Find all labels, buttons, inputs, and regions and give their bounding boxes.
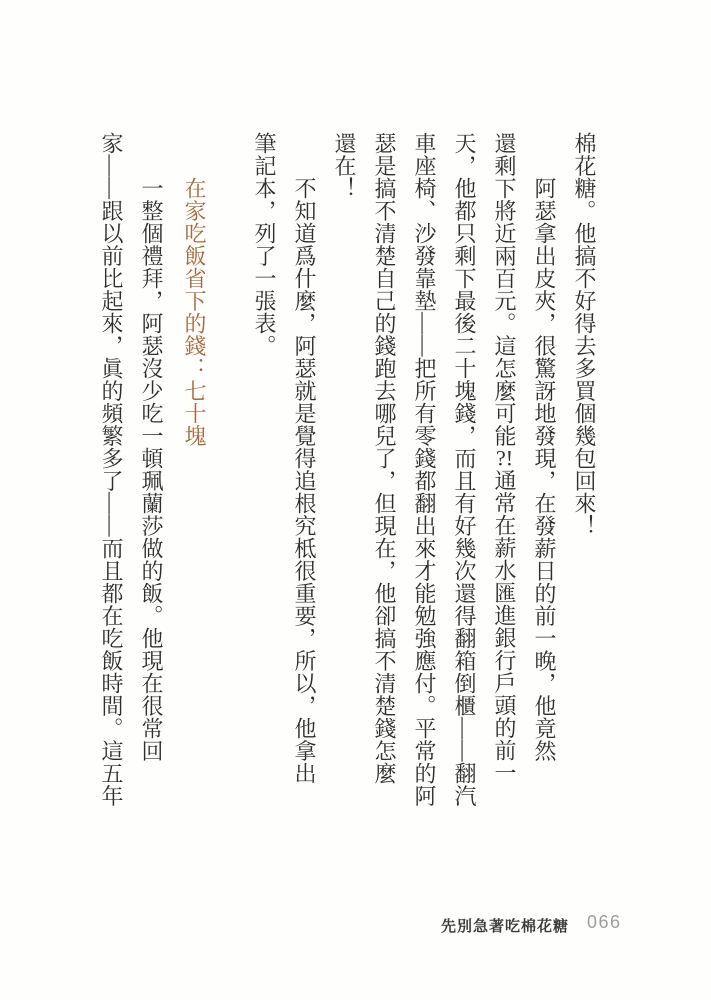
text-line: 還剩下將近兩百元。這怎麼可能?!通常在薪水匯進銀行戶頭的前一 xyxy=(492,132,517,784)
horizontal-in-vertical-punctuation: ?! xyxy=(495,447,514,469)
text-line: 棉花糖。他搞不好得去多買個幾包回來！ xyxy=(572,132,597,537)
page-number: 066 xyxy=(587,912,622,932)
text-line: 家——跟以前比起來，眞的頻繁多了——而且都在吃飯時間。這五年 xyxy=(99,132,124,807)
text-line: 瑟是搞不清楚自己的錢跑去哪兒了，但現在，他卻搞不清楚錢怎麼 xyxy=(372,132,397,785)
text-line: 還在！ xyxy=(332,132,357,200)
text-line: 天，他都只剩下最後二十塊錢，而且有好幾次還得翻箱倒櫃——翻汽 xyxy=(452,132,477,807)
text-line: 筆記本，列了一張表。 xyxy=(252,132,277,357)
page-footer xyxy=(0,910,711,950)
text-line: 阿瑟拿出皮夾，很驚訝地發現，在發薪日的前一晚，他竟然 xyxy=(532,177,557,762)
text-line: 一整個禮拜，阿瑟沒少吃一頓珮蘭莎做的飯。他現在很常回 xyxy=(139,177,164,762)
main-text xyxy=(91,132,604,807)
text-line: 車座椅、沙發靠墊——把所有零錢都翻出來才能勉強應付。平常的阿 xyxy=(412,132,437,807)
text-line: 不知道爲什麼，阿瑟就是覺得追根究柢很重要，所以，他拿出 xyxy=(292,177,317,785)
section-heading: 在家吃飯省下的錢：七十塊 xyxy=(182,177,207,447)
running-footer-book-title: 先別急著吃棉花糖 xyxy=(441,919,570,935)
